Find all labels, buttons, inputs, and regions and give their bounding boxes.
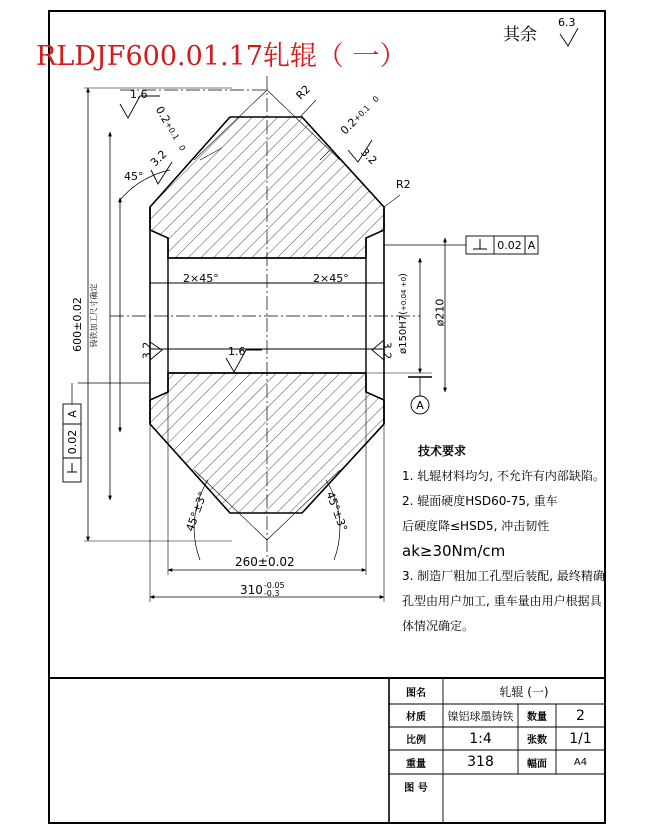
- roughness-bore-label: 1.6: [228, 345, 246, 358]
- tb-quantity-label: 数量: [527, 712, 547, 723]
- roughness-symbol-rest: [560, 28, 578, 46]
- radius-right-label: R2: [396, 178, 411, 191]
- bore-chamfer-left-label: 2×45°: [183, 272, 219, 285]
- tb-size-label: 幅面: [527, 758, 547, 770]
- perp-tolerance-left: 0.02: [65, 429, 79, 455]
- tb-scale-value: 1:4: [469, 730, 492, 747]
- bore-dia-label: ø150H7( +0.04 +0 ): [397, 273, 409, 354]
- tb-sheets-label: 张数: [527, 735, 547, 746]
- outer-dia-label: ø210: [433, 298, 447, 327]
- tb-material-value: 镍铝球墨铸铁: [447, 709, 514, 723]
- angle-bottom-right-label: 45°±3°: [323, 489, 350, 534]
- tb-material-label: 材质: [406, 712, 426, 723]
- width-310-label: 310 -0.05 -0.3: [240, 581, 285, 598]
- angle-45-label: 45°: [124, 170, 144, 183]
- inner-vertical-note: 铸铁加工尺寸确定: [89, 283, 99, 348]
- requirements-heading: 技术要求: [418, 444, 467, 458]
- bore-chamfer-right-label: 2×45°: [313, 272, 349, 285]
- requirement-line-7: 体情况确定。: [402, 619, 475, 633]
- tb-size-value: A4: [573, 756, 588, 768]
- perp-tolerance-right: 0.02: [497, 238, 522, 252]
- requirement-line-2: 2. 辊面硬度HSD60-75, 重车: [402, 494, 558, 508]
- angle-bottom-left-label: 45°±3°: [183, 489, 210, 534]
- tb-sheets-value: 1/1: [569, 730, 592, 747]
- perp-datum-right: A: [527, 238, 536, 252]
- roughness-bore-right-label: 3.2: [380, 341, 394, 360]
- tb-scale-label: 比例: [406, 735, 426, 746]
- drawing-title: RLDJF600.01.17轧辊（ 一）: [36, 41, 407, 72]
- radius-top-label: R2: [293, 82, 314, 103]
- requirement-line-3: 后硬度降≤HSD5, 冲击韧性: [402, 519, 550, 533]
- tb-number-label: 图 号: [404, 782, 428, 794]
- rest-roughness-label: 其余: [503, 25, 537, 45]
- requirement-line-4: ak≥30Nm/cm: [402, 542, 506, 560]
- requirement-line-6: 孔型由用户加工, 重车量由用户根据具: [402, 594, 602, 608]
- tb-weight-value: 318: [467, 754, 494, 770]
- tb-quantity-value: 2: [576, 707, 585, 724]
- width-260-label: 260±0.02: [235, 555, 295, 569]
- chamfer-top-right-label: 0.2 +0.1 0: [338, 94, 381, 138]
- chamfer-top-left-label: 0.2 +0.1 0: [152, 104, 188, 153]
- perp-datum-left: A: [65, 410, 79, 418]
- tb-name-value: 轧辊 (一): [499, 684, 549, 699]
- rest-roughness-note: [503, 20, 537, 45]
- rest-roughness-value: 6.3: [558, 16, 576, 29]
- height-600-label: 600±0.02: [70, 297, 84, 352]
- requirement-line-1: 1. 轧辊材料均匀, 不允许有内部缺陷。: [402, 469, 605, 483]
- roughness-left-label: 3.2: [147, 147, 170, 170]
- roughness-right-label: 3.2: [357, 145, 380, 168]
- requirement-line-5: 3. 制造厂粗加工孔型后装配, 最终精确: [402, 569, 605, 583]
- roughness-bore-left-label: 3.2: [140, 341, 154, 360]
- tb-name-label: 图名: [406, 687, 426, 699]
- tb-weight-label: 重量: [406, 758, 426, 770]
- datum-a-label: A: [416, 398, 424, 412]
- roughness-top-label: 1.6: [130, 88, 148, 101]
